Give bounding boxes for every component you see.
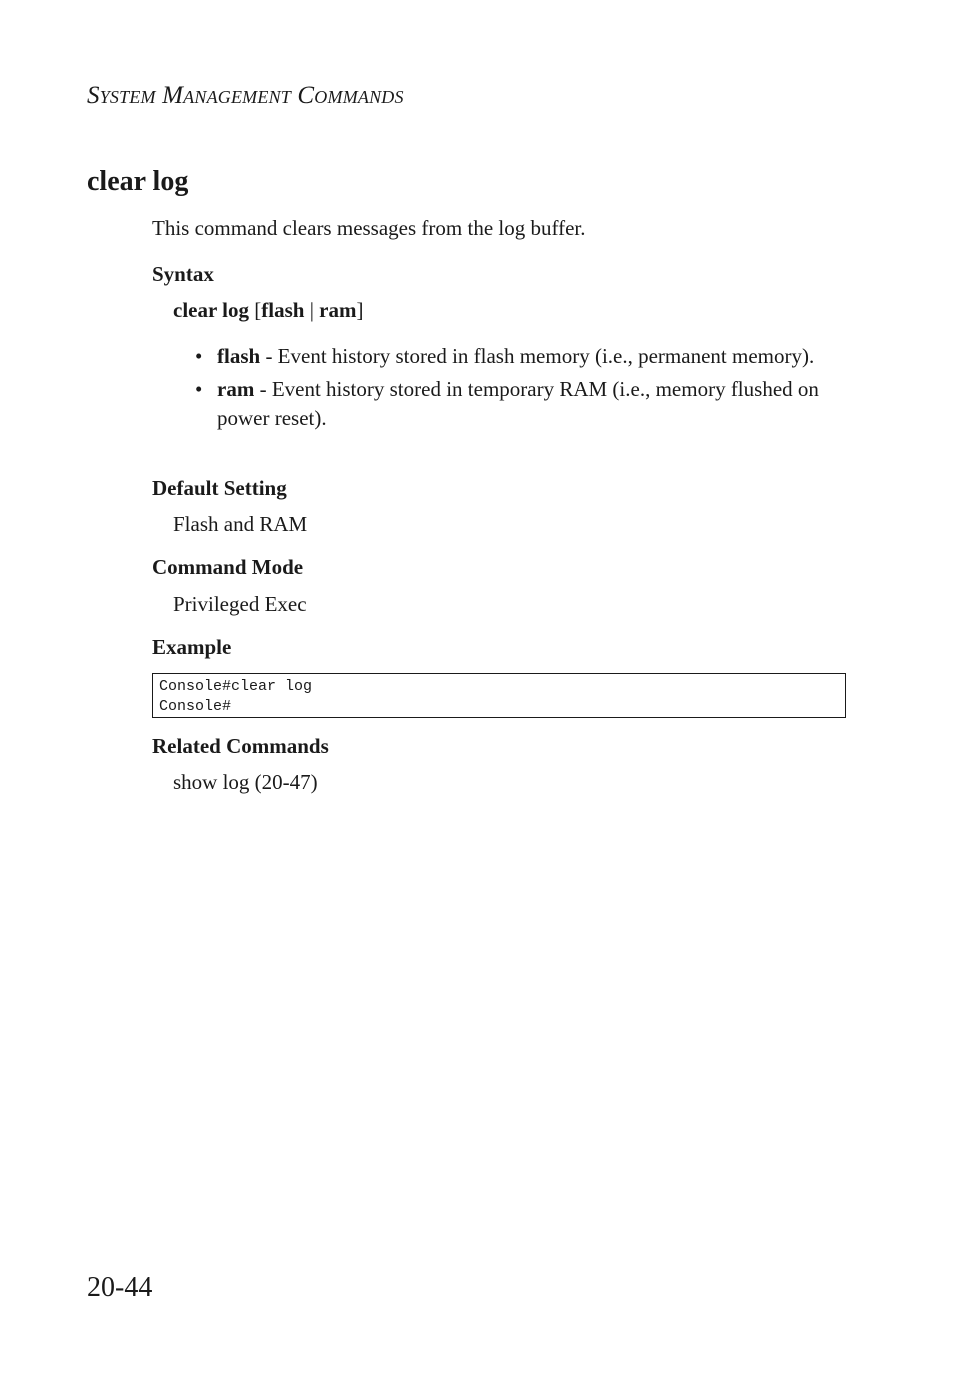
syntax-option-flash: flash (261, 298, 305, 322)
command-mode-value: Privileged Exec (173, 592, 307, 616)
bullet-icon: • (195, 344, 203, 368)
related-commands-heading: Related Commands (152, 734, 329, 758)
default-setting-heading: Default Setting (152, 476, 287, 500)
command-mode-heading: Command Mode (152, 555, 304, 579)
param-name: flash (217, 344, 261, 368)
running-head: System Management Commands (87, 82, 404, 109)
syntax-option-ram: ram (319, 298, 357, 322)
list-item (195, 342, 850, 371)
page-number: 20-44 (87, 1272, 153, 1303)
parameter-list (195, 342, 850, 437)
param-description: - Event history stored in temporary RAM (i.e., memory flushed on power reset). (217, 377, 819, 430)
syntax-heading: Syntax (152, 262, 214, 286)
command-title: clear log (87, 166, 189, 197)
code-line: Console# (159, 698, 232, 715)
syntax-open-bracket: [ (249, 298, 262, 322)
related-command-link[interactable]: show log (20-47) (173, 770, 318, 794)
syntax-close-bracket: ] (356, 298, 364, 322)
command-description: This command clears messages from the log buffer. (152, 216, 586, 240)
example-code-block (152, 673, 846, 718)
example-heading: Example (152, 635, 232, 659)
code-line: Console#clear log (159, 678, 313, 695)
syntax-line (173, 298, 364, 323)
syntax-keyword: clear log (173, 298, 250, 322)
param-description: - Event history stored in flash memory (i.e., permanent memory). (260, 344, 815, 368)
bullet-icon: • (195, 377, 203, 401)
list-item (195, 375, 850, 433)
default-setting-value: Flash and RAM (173, 512, 308, 536)
syntax-separator: | (304, 298, 320, 322)
param-name: ram (217, 377, 255, 401)
